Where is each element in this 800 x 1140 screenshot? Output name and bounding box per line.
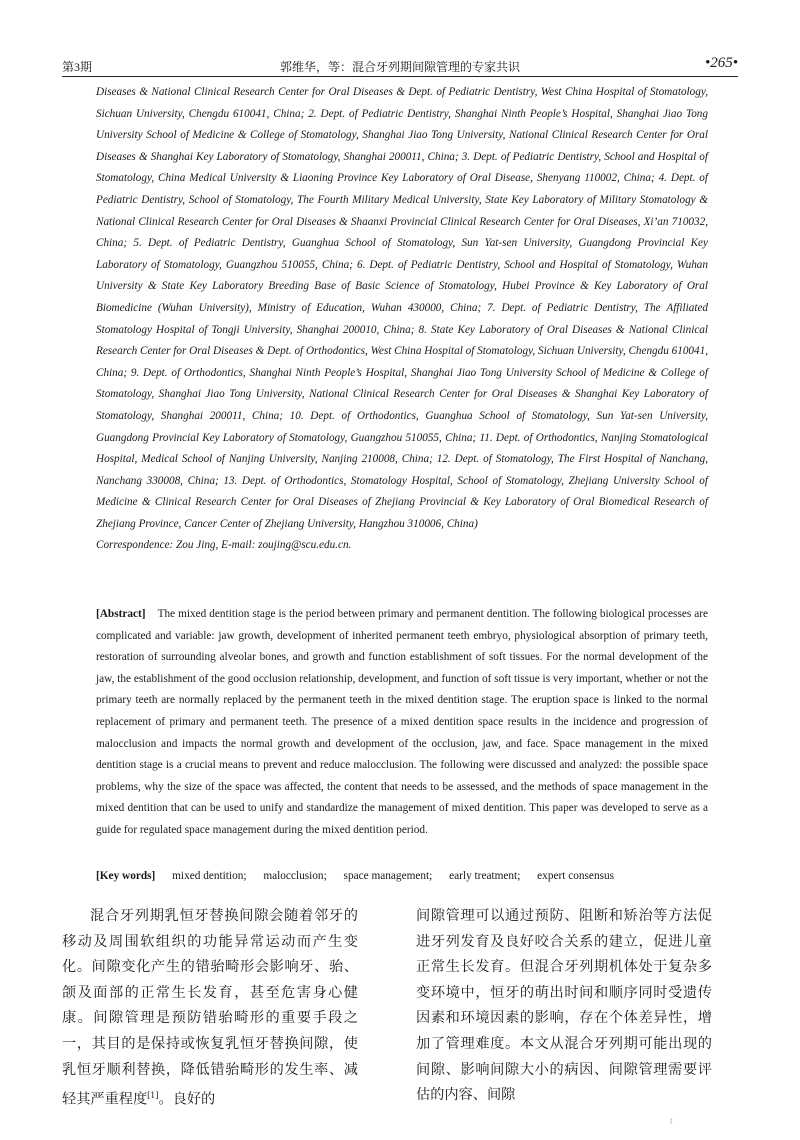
keywords-line — [96, 866, 708, 886]
keyword: expert consensus — [537, 870, 615, 882]
abstract-block — [96, 604, 708, 842]
body-paragraph: 混合牙列期乳恒牙替换间隙会随着邻牙的移动及周围软组织的功能异常运动而产生变化。间隙变化产生的错骀畸形会影响牙、骀、颌及面部的正常生长发育，甚至危害身心健康。间隙管理是预防错骀畸形的重要手段之一，其目的是保持或恢复乳恒牙替换间隙，使乳恒牙顺利替换，降低错骀畸形的发生率、减轻其严重程度 — [62, 908, 358, 1108]
keyword: space management; — [343, 870, 433, 882]
keyword: malocclusion; — [263, 870, 327, 882]
abstract-text: The mixed dentition stage is the period between primary and permanent dentition. The following biological processes are complicated and variable: jaw growth, development of inherited permanent teeth embryo, physiological absorption of primary teeth, restoration of surrounding alveolar bones, and growth and function establishment of soft tissues. For the normal development of the jaw, the establishment of the good occlusion relationship, development, and function of soft tissue is very important, whether or not the primary teeth are normally replaced by the permanent teeth in the mixed dentition stage. The eruption space is linked to the normal replacement of primary and permanent teeth. The presence of a mixed dentition space results in the incidence and progression of malocclusion and impacts the normal growth and development of the occlusion, jaw, and face. Space management in the mixed dentition stage is a crucial means to prevent and reduce malocclusion. The following were discussed and analyzed: the possible space problems, why the size of the space was affected, the content that needs to be assessed, and the methods of space management in the mixed dentition that can be used to unify and standardize the management of mixed dentition. This paper was developed to serve as a guide for regulated space management during the mixed dentition period. — [96, 608, 708, 836]
keyword: early treatment; — [449, 870, 521, 882]
body-paragraph: 间隙管理可以通过预防、阻断和矫治等方法促进牙列发育及良好咬合关系的建立，促进儿童正常生长发育。但混合牙列期机体处于复杂多变环境中，恒牙的萌出时间和顺序同时受遗传因素和环境因素的影响，存在个体差异性，增加了管理难度。本文从混合牙列期可能出现的间隙、影响间隙大小的病因、间隙管理需要评估的内容、间隙 — [416, 908, 712, 1104]
body-paragraph-tail: 。良好的 — [158, 1091, 216, 1108]
citation[interactable]: [1] — [147, 1091, 159, 1101]
affiliations-block — [96, 82, 708, 557]
body-column-right — [416, 904, 712, 1109]
page-mark: t — [670, 1116, 673, 1127]
abstract-label: [Abstract] — [96, 608, 146, 620]
running-title: 郭维华，等：混合牙列期间隙管理的专家共识 — [279, 60, 520, 74]
keywords-label: [Key words] — [96, 870, 156, 882]
affiliations-text: Diseases & National Clinical Research Center for Oral Diseases & Dept. of Pediatric Dentistry, West China Hospital of Stomatology, Sichuan University, Chengdu 610041, China; 2. Dept. of Pediatric Dentistry, Shanghai Ninth People’s Hospital, Shanghai Jiao Tong University School of Medicine & College of Stomatology, Shanghai Jiao Tong University, National Clinical Research Center for Oral Diseases & Shanghai Key Laboratory of Stomatology, Shanghai 200011, China; 3. Dept. of Pediatric Dentistry, School and Hospital of Stomatology, China Medical University & Liaoning Province Key Laboratory of Oral Disease, Shenyang 110002, China; 4. Dept. of Pediatric Dentistry, School of Stomatology, The Fourth Military Medical University, State Key Laboratory of Military Stomatology & National Clinical Research Center for Oral Diseases & Shaanxi Provincial Clinical Research Center for Oral Diseases, Xi’an 710032, China; 5. Dept. of Pediatric Dentistry, Guanghua School of Stomatology, Sun Yat-sen University, Guangdong Provincial Key Laboratory of Stomatology, Guangzhou 510055, China; 6. Dept. of Pediatric Dentistry, School and Hospital of Stomatology, Wuhan University & State Key Laboratory Breeding Base of Basic Science of Stomatology, Hubei Province & Key Laboratory of Oral Biomedicine (Wuhan University), Ministry of Education, Wuhan 430000, China; 7. Dept. of Pediatric Dentistry, The Affiliated Stomatology Hospital of Tongji University, Shanghai 200010, China; 8. State Key Laboratory of Oral Diseases & National Clinical Research Center for Oral Diseases & Dept. of Orthodontics, West China Hospital of Stomatology, Sichuan University, Chengdu 610041, China; 9. Dept. of Orthodontics, Shanghai Ninth People’s Hospital, Shanghai Jiao Tong University School of Medicine & College of Stomatology, Shanghai Jiao Tong University, National Clinical Research Center for Oral Diseases & Shanghai Key Laboratory of Stomatology, Shanghai 200011, China; 10. Dept. of Orthodontics, Guanghua School of Stomatology, Sun Yat-sen University, Guangdong Provincial Key Laboratory of Stomatology, Guangzhou 510055, China; 11. Dept. of Orthodontics, Nanjing Stomatological Hospital, Medical School of Nanjing University, Nanjing 210008, China; 12. Dept. of Stomatology, The First Hospital of Nanchang, Nanchang 330008, China; 13. Dept. of Orthodontics, Stomatology Hospital, School of Stomatology, Zhejiang University School of Medicine & Clinical Research Center for Oral Diseases of Zhejiang Provincial & Key Laboratory of Oral Biomedical Research of Zhejiang Province, Cancer Center of Zhejiang University, Hangzhou 310006, China) — [96, 86, 708, 530]
running-header — [62, 52, 738, 77]
correspondence-line: Correspondence: Zou Jing, E-mail: zoujing@scu.edu.cn. — [96, 539, 352, 552]
keyword: mixed dentition; — [172, 870, 247, 882]
issue-label: 第3期 — [62, 60, 93, 74]
body-column-left — [62, 904, 358, 1113]
page-number: •265• — [704, 55, 738, 71]
